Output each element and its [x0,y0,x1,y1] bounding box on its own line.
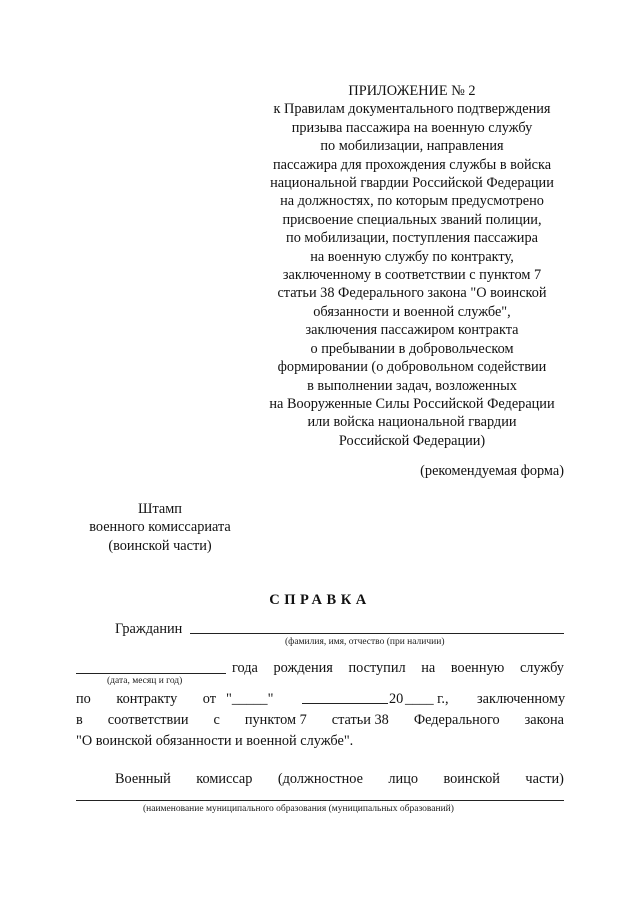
word: Федерального [413,712,500,728]
word: контракту [116,691,178,707]
recommended-form-note: (рекомендуемая форма) [420,463,564,479]
word: рождения [273,660,333,676]
appendix-title: ПРИЛОЖЕНИЕ № 2 [348,83,476,99]
contract-year-field[interactable]: ____ г., [405,691,449,707]
word: от [202,691,216,707]
appendix-line: о пребывании в добровольческом [310,340,514,357]
municipality-field[interactable] [76,800,564,801]
appendix-line: обязанности и военной службе", [313,303,511,320]
appendix-line: к Правилам документального подтверждения [273,101,551,118]
appendix-line: национальной гвардии Российской Федерации [270,175,554,192]
citizen-name-hint: (фамилия, имя, отчество (при наличии) [285,637,445,647]
appendix-line: призыва пассажира на военную службу [291,119,533,136]
appendix-line: на должностях, по которым предусмотрено [280,193,544,210]
word: военную [450,660,505,676]
stamp-line: (воинской части) [108,537,212,554]
appendix-line: статьи 38 Федерального закона "О воинской [277,285,547,302]
word: закона [524,712,564,728]
word: Военный [115,771,171,787]
appendix-line: пассажира для прохождения службы в войска [272,156,552,173]
appendix-header [250,82,574,450]
birth-date-field[interactable] [76,673,226,674]
contract-month-field[interactable] [302,703,388,704]
word: поступил [348,660,406,676]
appendix-line: заключенному в соответствии с пунктом 7 [282,267,542,284]
word: комиссар [196,771,253,787]
appendix-line: по мобилизации, поступления пассажира [286,230,538,247]
word: по [76,691,91,707]
appendix-line: формировании (о добровольном содействии [277,359,547,376]
stamp-line: Штамп [138,501,182,517]
stamp-block [70,500,250,555]
contract-concluded: заключенному [477,691,566,707]
appendix-line: Российской Федерации) [338,432,486,449]
word: лицо [388,771,418,787]
contract-day-field[interactable]: "_____" [226,691,274,707]
law-name: "О воинской обязанности и военной службе". [76,733,354,749]
word: службу [519,660,564,676]
document-title: СПРАВКА [269,592,371,608]
stamp-line: военного комиссариата [89,519,231,536]
appendix-line: присвоение специальных званий полиции, [282,211,542,228]
word: с [213,712,220,728]
municipality-hint: (наименование муниципального образования (муниципальных образований) [143,804,454,814]
word: года [232,660,258,676]
word: статьи 38 [331,712,389,728]
appendix-line: или войска национальной гвардии [307,414,517,431]
word: части) [525,771,564,787]
appendix-line: на Вооруженные Силы Российской Федерации [269,395,555,412]
law-reference-line [76,711,564,729]
word: воинской [443,771,500,787]
contract-text-left [76,690,216,708]
word: на [421,660,436,676]
appendix-line: заключения пассажиром контракта [305,322,519,339]
word: (должностное [277,771,363,787]
word: в [76,712,83,728]
citizen-label: Гражданин [115,621,183,637]
citizen-name-field[interactable] [190,633,564,634]
birth-text-line [232,659,564,677]
appendix-line: по мобилизации, направления [320,138,504,155]
contract-year-prefix: 20 [389,691,404,707]
appendix-line: в выполнении задач, возложенных [307,377,517,394]
commissar-line [115,770,564,788]
word: соответствии [107,712,189,728]
appendix-line: на военную службу по контракту, [310,248,514,265]
word: пунктом 7 [244,712,307,728]
birth-date-hint: (дата, месяц и год) [107,676,183,686]
